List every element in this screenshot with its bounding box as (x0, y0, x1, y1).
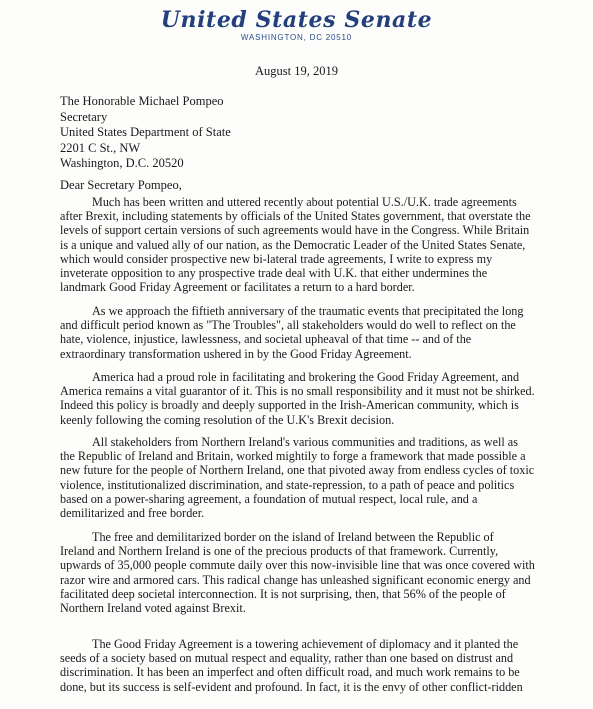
paragraph-line: keenly following the coming resolution of the U.K's Brexit decision. (60, 412, 395, 427)
paragraph-line: is a unique and valued ally of our nation, as the Democratic Leader of the United States Senate, (60, 237, 526, 252)
paragraph-line: based on a power-sharing agreement, a foundation of mutual respect, local rule, and a (60, 491, 478, 506)
address-line: 2201 C St., NW (60, 140, 141, 155)
paragraph-line: landmark Good Friday Agreement or facilitates a return to a hard border. (60, 280, 415, 295)
paragraph-line: discrimination. It has been an imperfect and often difficult road, and much work remains to be (60, 665, 520, 680)
recipient-address (60, 94, 231, 172)
address-line: Secretary (60, 109, 108, 124)
paragraph-line: The Good Friday Agreement is a towering achievement of diplomacy and it planted the (92, 637, 519, 651)
paragraph-line: extraordinary transformation ushered in by the Good Friday Agreement. (60, 346, 412, 361)
senate-title: United States Senate (160, 7, 433, 33)
paragraph-line: new future for the people of Northern Ireland, one that pivoted away from endless cycles of toxic (60, 463, 535, 478)
paragraph-line: As we approach the fiftieth anniversary of the traumatic events that precipitated the long (92, 304, 524, 318)
paragraph-5 (60, 530, 550, 615)
paragraph-3 (60, 370, 550, 427)
paragraph-6 (60, 637, 550, 694)
address-line: The Honorable Michael Pompeo (60, 94, 224, 108)
paragraph-4 (60, 435, 550, 520)
letterhead (0, 8, 593, 43)
paragraph-line: levels of support certain versions of such agreements would have in the Congress. While Britain (60, 223, 530, 238)
paragraph-line: seeds of a society based on mutual respect and equality, rather than one based on distrust and (60, 651, 514, 666)
paragraph-line: the Republic of Ireland and Britain, worked mightily to forge a framework that made possible a (60, 449, 526, 464)
paragraph-line: America had a proud role in facilitating and brokering the Good Friday Agreement, and (92, 370, 520, 384)
letter-date: August 19, 2019 (255, 64, 338, 78)
paragraph-line: demilitarized and free border. (60, 506, 205, 521)
paragraph-line: Indeed this policy is broadly and deeply supported in the Irish-American community, which is (60, 398, 519, 413)
paragraph-line: All stakeholders from Northern Ireland's various communities and traditions, as well as (92, 435, 518, 449)
paragraph-line: razor wire and armored cars. This radical change has unleashed significant economic energy and (60, 572, 531, 587)
paragraph-line: upwards of 35,000 people commute daily over this now-invisible line that was once covered with (60, 558, 535, 573)
address-line: Washington, D.C. 20520 (60, 156, 184, 170)
paragraph-line: done, but its success is self-evident and profound. In fact, it is the envy of other conflict-ridden (60, 679, 523, 694)
paragraph-line: America remains a vital guarantor of it. This is no small responsibility and it must not be shirked. (60, 384, 535, 399)
paragraph-line: Much has been written and uttered recently about potential U.S./U.K. trade agreements (92, 195, 517, 209)
paragraph-line: Northern Ireland voted against Brexit. (60, 601, 246, 616)
senate-location: WASHINGTON, DC 20510 (240, 33, 353, 42)
paragraph-line: and difficult period known as "The Troubles", all stakeholders would do well to reflect on the (60, 318, 516, 333)
paragraph-line: Ireland and Northern Ireland is one of the precious products of that framework. Currently, (60, 544, 499, 559)
paragraph-1 (60, 195, 550, 294)
paragraph-line: which would consider prospective new bi-lateral trade agreements, I write to express my (60, 251, 493, 266)
paragraph-line: facilitated deep societal interconnection. It is not surprising, then, that 56% of the people of (60, 586, 506, 601)
paragraph-2 (60, 304, 550, 361)
salutation: Dear Secretary Pompeo, (60, 178, 182, 192)
paragraph-line: inveterate opposition to any prospective trade deal with U.K. that either undermines the (60, 266, 488, 281)
address-line: United States Department of State (60, 125, 231, 139)
paragraph-line: hate, violence, injustice, lawlessness, and societal upheaval of that time -- and of the (60, 332, 472, 347)
paragraph-line: The free and demilitarized border on the island of Ireland between the Republic of (92, 530, 494, 544)
paragraph-line: violence, institutionalized discrimination, and state-repression, to a path of peace and politics (60, 477, 515, 492)
paragraph-line: after Brexit, including statements by officials of the United States government, that overstate the (60, 209, 531, 224)
